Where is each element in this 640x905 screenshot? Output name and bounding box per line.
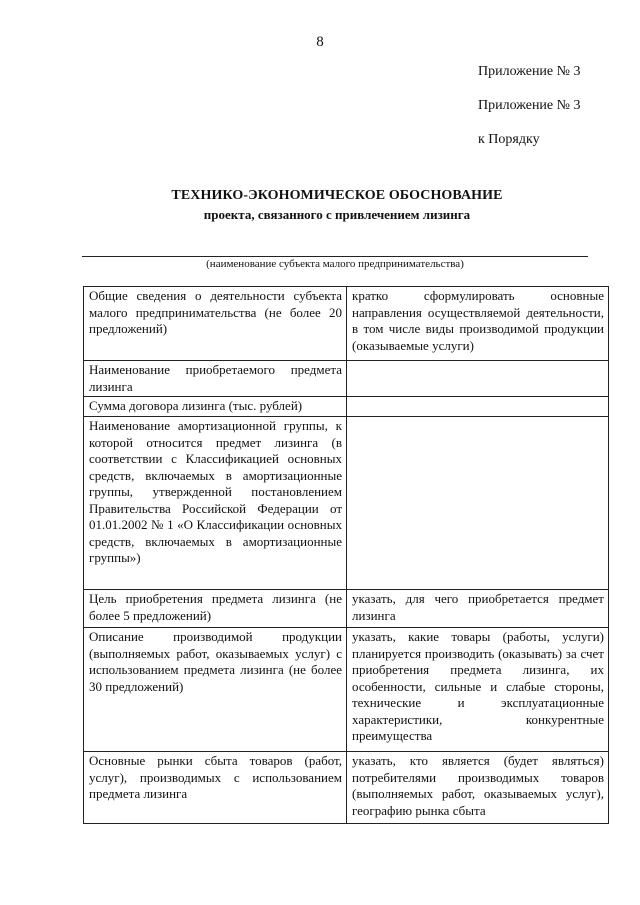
table-cell-instruction: указать, кто является (будет являться) потребителями производимых товаров (выполняемых работ, оказываемых услуг), географию рынка сбыта (347, 752, 609, 824)
table-cell-instruction: кратко сформулировать основные направления осуществляемой деятельности, в том числе виды производимой продукции (оказываемые услуги) (347, 287, 609, 361)
document-subtitle: проекта, связанного с привлечением лизинга (203, 207, 471, 222)
table-cell-heading: Основные рынки сбыта товаров (работ, услуг), производимых с использованием предмета лизинга (84, 752, 347, 824)
feasibility-table (83, 286, 609, 824)
table-cell-heading: Цель приобретения предмета лизинга (не более 5 предложений) (84, 590, 347, 628)
table-cell-instruction (347, 361, 609, 397)
appendix-label-repeat: Приложение № 3 (478, 98, 581, 113)
table-row (84, 628, 609, 752)
table-cell-heading: Описание производимой продукции (выполняемых работ, оказываемых услуг) с использованием предмета лизинга (не более 30 предложений) (84, 628, 347, 752)
entity-name-caption: (наименование субъекта малого предпринимательства) (206, 258, 464, 270)
table-row (84, 752, 609, 824)
table-cell-heading: Общие сведения о деятельности субъекта малого предпринимательства (не более 20 предложений) (84, 287, 347, 361)
document-title: ТЕХНИКО-ЭКОНОМИЧЕСКОЕ ОБОСНОВАНИЕ (171, 188, 503, 203)
table-cell-instruction: указать, для чего приобретается предмет лизинга (347, 590, 609, 628)
appendix-reference: к Порядку (478, 132, 540, 147)
appendix-label: Приложение № 3 (478, 64, 581, 79)
table-row (84, 590, 609, 628)
table-cell-instruction (347, 417, 609, 590)
page-number: 8 (316, 34, 324, 50)
table-row (84, 417, 609, 590)
entity-name-line (82, 256, 588, 257)
table-cell-instruction: указать, какие товары (работы, услуги) планируется производить (оказывать) за счет приобретения предмета лизинга, их особенности, сильные и слабые стороны, технические и эксплуатационные характеристики, конкурентные преимущества (347, 628, 609, 752)
table-row (84, 361, 609, 397)
table-row (84, 287, 609, 361)
table-cell-instruction (347, 397, 609, 417)
table-row (84, 397, 609, 417)
table-cell-heading: Сумма договора лизинга (тыс. рублей) (84, 397, 347, 417)
table-cell-heading: Наименование амортизационной группы, к которой относится предмет лизинга (в соответствии с Классификацией основных средств, включаемых в амортизационные группы, утвержденной постановлением Правительства Российской Федерации от 01.01.2002 № 1 «О Классификации основных средств, включаемых в амортизационные группы») (84, 417, 347, 590)
table-cell-heading: Наименование приобретаемого предмета лизинга (84, 361, 347, 397)
